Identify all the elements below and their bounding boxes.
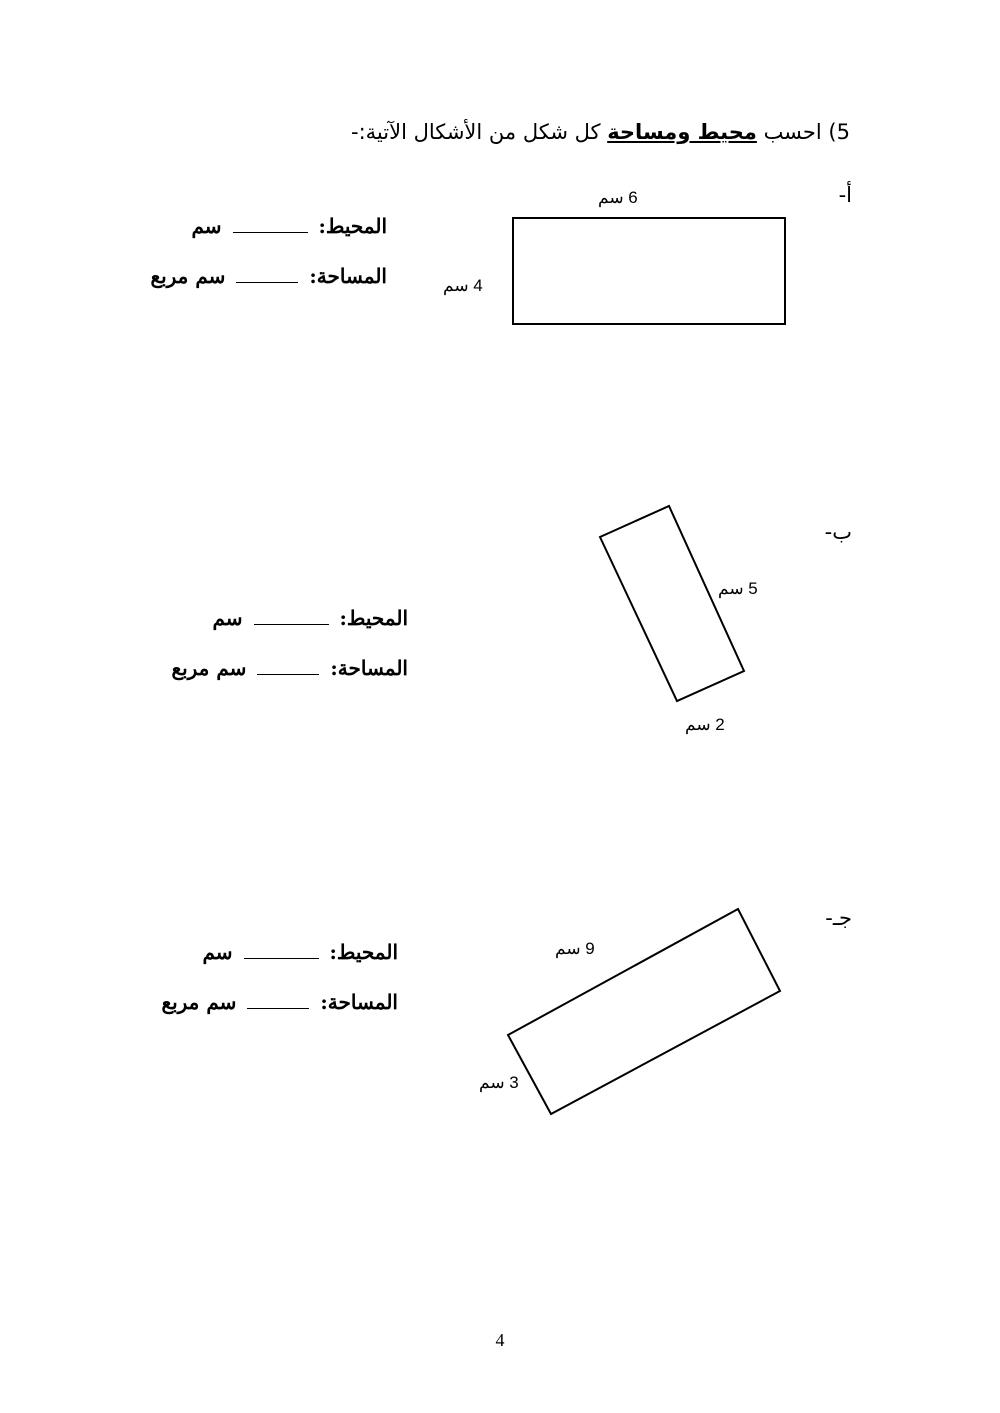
shape-a-area-unit: سم مربع <box>150 264 226 288</box>
shape-b-width-label: 2 سم <box>685 715 725 734</box>
shape-b-area-label: المساحة: <box>330 656 408 680</box>
question-number: 5) <box>828 120 850 144</box>
shape-c-area-unit: سم مربع <box>161 990 237 1014</box>
shape-a-length-label: 6 سم <box>598 188 638 207</box>
shape-c-width-label: 3 سم <box>479 1073 519 1092</box>
question-prefix: احسب <box>763 120 822 144</box>
page-number: 4 <box>495 1330 505 1350</box>
question-suffix: كل شكل من الأشكال الآتية:- <box>351 120 601 144</box>
shape-c-area <box>161 990 398 1014</box>
item-c-letter: جـ- <box>825 906 852 930</box>
shape-c-perimeter-unit: سم <box>202 940 233 964</box>
shape-a-area-label: المساحة: <box>309 264 387 288</box>
shape-b-area-unit: سم مربع <box>171 656 247 680</box>
shape-c-length-label: 9 سم <box>555 939 595 958</box>
shape-c-area-label: المساحة: <box>320 990 398 1014</box>
item-a-letter: أ- <box>838 183 852 207</box>
shape-b-perimeter-unit: سم <box>212 606 243 630</box>
shape-c-perimeter <box>202 940 398 964</box>
item-b-letter: ب- <box>824 520 852 544</box>
shape-a-width-label: 4 سم <box>443 276 483 295</box>
shape-c-perimeter-blank[interactable] <box>244 957 319 959</box>
shape-c-area-blank[interactable] <box>247 1007 309 1009</box>
shape-b-perimeter-label: المحيط: <box>339 606 408 630</box>
shape-b-length-label: 5 سم <box>718 579 758 598</box>
shape-c-perimeter-label: المحيط: <box>329 940 398 964</box>
shape-a-perimeter-label: المحيط: <box>318 214 387 238</box>
question-underlined: محيط ومساحة <box>607 120 757 144</box>
shape-a-perimeter-unit: سم <box>191 214 222 238</box>
